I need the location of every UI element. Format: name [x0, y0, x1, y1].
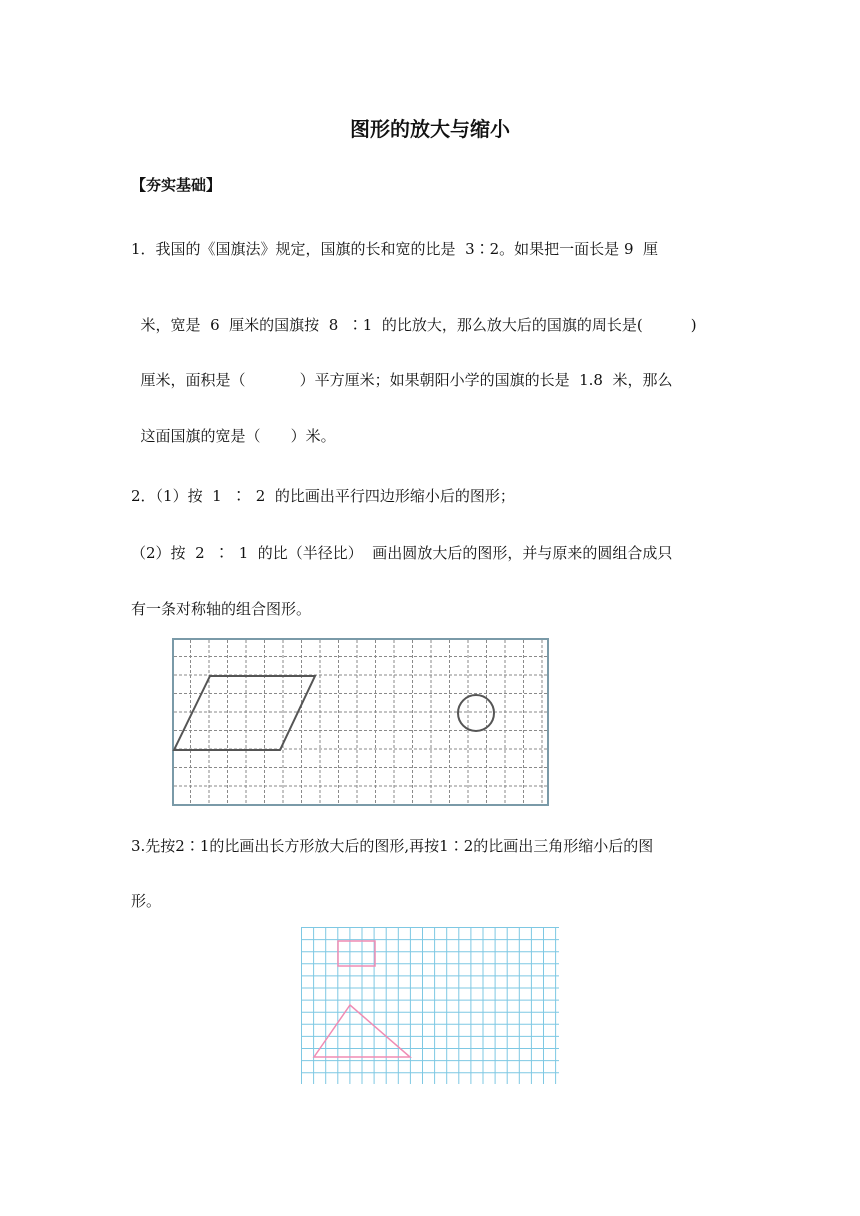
square-grid-lines: [301, 927, 559, 1084]
circle-shape: [458, 695, 494, 731]
q3-line-1: 3.先按2∶1的比画出长方形放大后的图形,再按1∶2的比画出三角形缩小后的图: [131, 837, 654, 855]
q1-line-4: [131, 407, 336, 446]
q2-line-3: 有一条对称轴的组合图形。: [131, 600, 312, 618]
q1-line-1: 1．我国的《国旗法》规定，国旗的长和宽的比是 3∶2。如果把一面长是 9 厘: [131, 240, 659, 258]
q1-line-3-text-a: 厘米，面积是（: [140, 371, 246, 389]
q1-line-3-text-b: ）平方厘米；如果朝阳小学的国旗的长是 1.8 米，那么: [299, 371, 673, 389]
section-heading: 【夯实基础】: [131, 176, 222, 194]
q3-line-2: 形。: [131, 892, 162, 910]
q2-line-1: 2．（1）按 1 ∶ 2 的比画出平行四边形缩小后的图形；: [131, 487, 515, 505]
q1-line-3: [131, 351, 673, 390]
parallelogram-shape: [174, 676, 315, 750]
q1-line-2-paren: ): [690, 316, 697, 334]
page-title: 图形的放大与缩小: [350, 117, 510, 141]
q1-line-2-text: 米，宽是 6 厘米的国旗按 8 ∶1 的比放大，那么放大后的国旗的周长是(: [140, 316, 643, 334]
parallelogram-circle-grid: [172, 638, 549, 806]
q1-line-4-text-a: 这面国旗的宽是（: [140, 427, 261, 445]
rectangle-triangle-grid: [301, 927, 559, 1084]
q1-line-2: [131, 296, 697, 335]
rectangle-shape: [338, 941, 375, 966]
q1-line-4-text-b: ）米。: [290, 427, 336, 445]
q2-line-2: （2）按 2 ∶ 1 的比（半径比） 画出圆放大后的图形，并与原来的圆组合成只: [131, 544, 673, 562]
